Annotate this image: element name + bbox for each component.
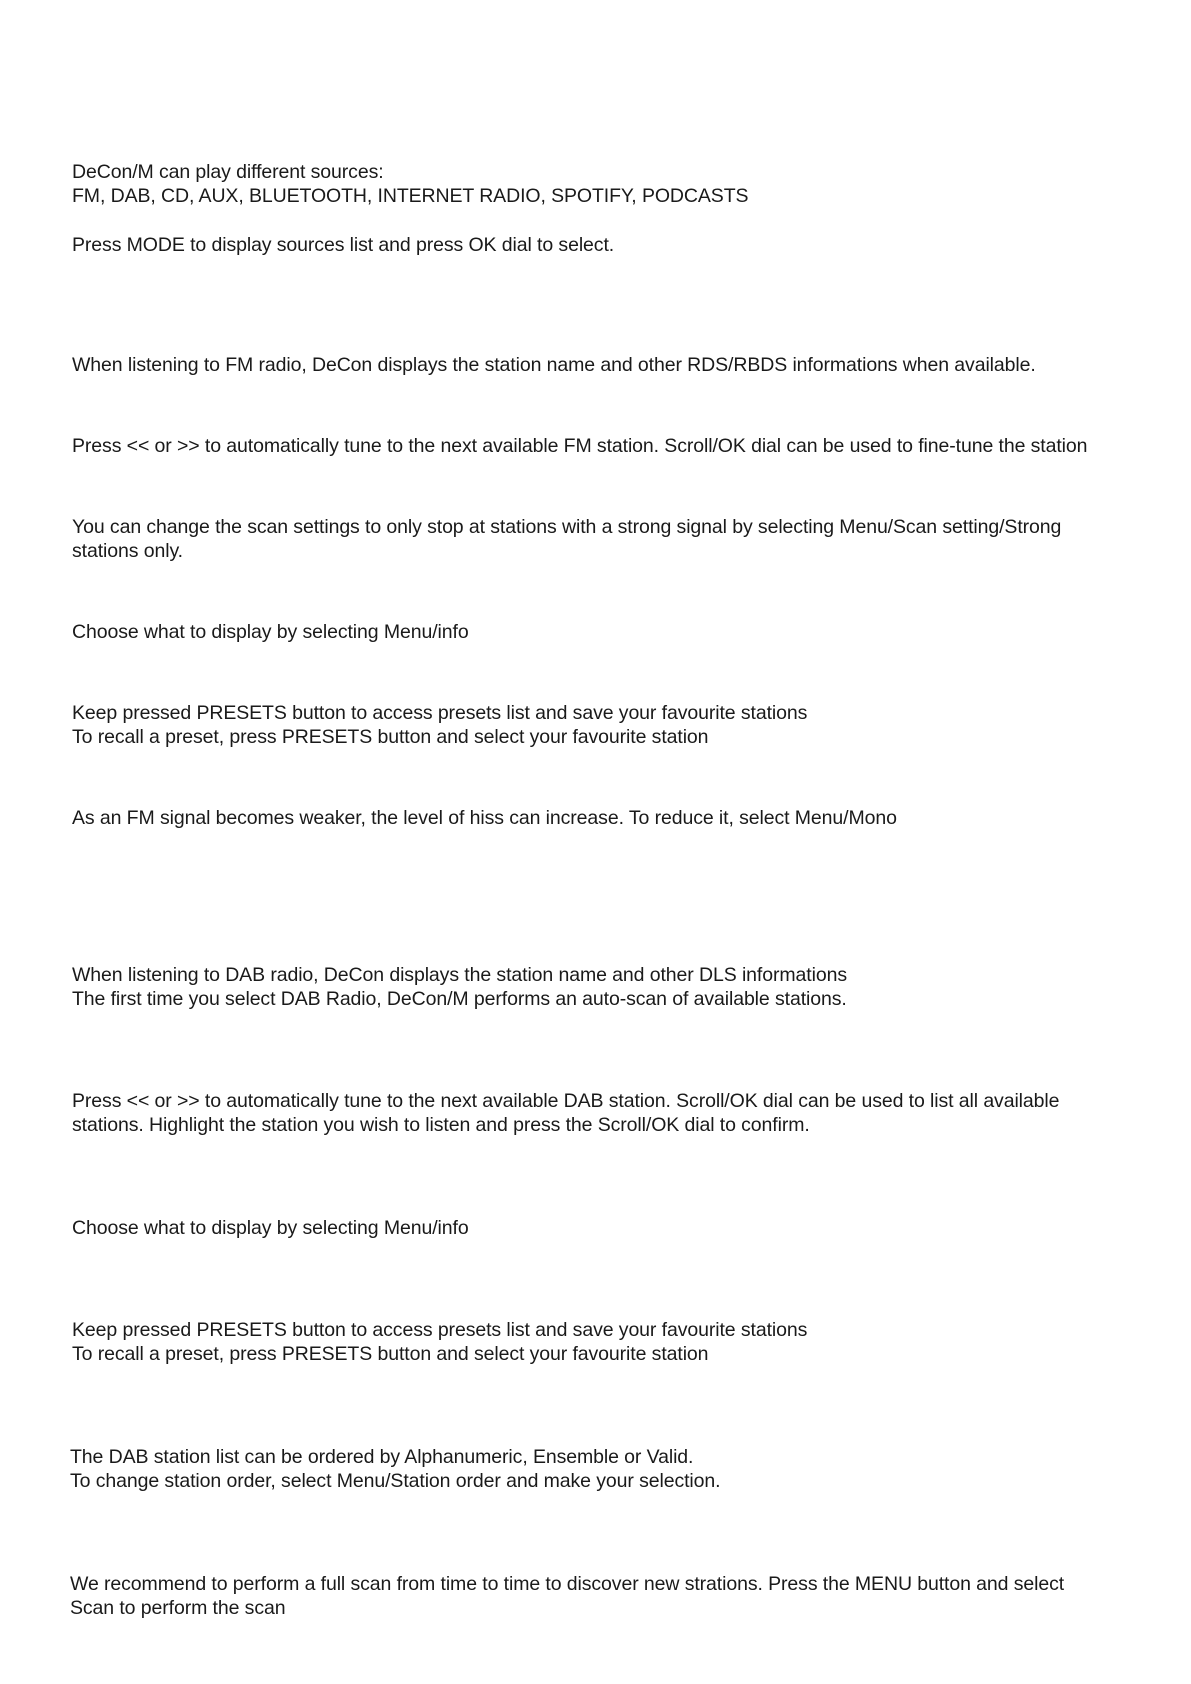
fm-presets-text-line1: Keep pressed PRESETS button to access presets list and save your favourite stations <box>72 702 808 724</box>
fm-presets-text-line2: To recall a preset, press PRESETS button and select your favourite station <box>72 726 709 748</box>
intro-mode-instruction: Press MODE to display sources list and press OK dial to select. <box>72 234 615 256</box>
intro-sources-list: FM, DAB, CD, AUX, BLUETOOTH, INTERNET RADIO, SPOTIFY, PODCASTS <box>72 185 749 207</box>
fm-info-text: Choose what to display by selecting Menu/info <box>72 621 469 643</box>
dab-info-text: Choose what to display by selecting Menu/info <box>72 1217 469 1239</box>
dab-rescan-text-line1: We recommend to perform a full scan from time to time to discover new strations. Press the MENU button and select <box>70 1573 1065 1595</box>
intro-sources-text: DeCon/M can play different sources: <box>72 161 384 183</box>
fm-display-text: When listening to FM radio, DeCon displays the station name and other RDS/RBDS informations when available. <box>72 354 1036 376</box>
dab-presets-text-line2: To recall a preset, press PRESETS button and select your favourite station <box>72 1343 709 1365</box>
fm-tune-text: Press << or >> to automatically tune to the next available FM station. Scroll/OK dial can be used to fine-tune the station <box>72 435 1088 457</box>
dab-rescan-text-line2: Scan to perform the scan <box>70 1597 286 1619</box>
fm-mono-text: As an FM signal becomes weaker, the level of hiss can increase. To reduce it, select Menu/Mono <box>72 807 897 829</box>
fm-scan-text-line2: stations only. <box>72 540 183 562</box>
dab-presets-text-line1: Keep pressed PRESETS button to access presets list and save your favourite stations <box>72 1319 808 1341</box>
dab-display-text-line2: The first time you select DAB Radio, DeCon/M performs an auto-scan of available stations. <box>72 988 847 1010</box>
dab-order-text-line2: To change station order, select Menu/Station order and make your selection. <box>70 1470 721 1492</box>
dab-tune-text-line1: Press << or >> to automatically tune to the next available DAB station. Scroll/OK dial can be used to list all available <box>72 1090 1060 1112</box>
dab-display-text-line1: When listening to DAB radio, DeCon displays the station name and other DLS informations <box>72 964 847 986</box>
dab-order-text-line1: The DAB station list can be ordered by Alphanumeric, Ensemble or Valid. <box>70 1446 694 1468</box>
fm-scan-text-line1: You can change the scan settings to only stop at stations with a strong signal by selecting Menu/Scan setting/Strong <box>72 516 1062 538</box>
dab-tune-text-line2: stations. Highlight the station you wish to listen and press the Scroll/OK dial to confirm. <box>72 1114 810 1136</box>
